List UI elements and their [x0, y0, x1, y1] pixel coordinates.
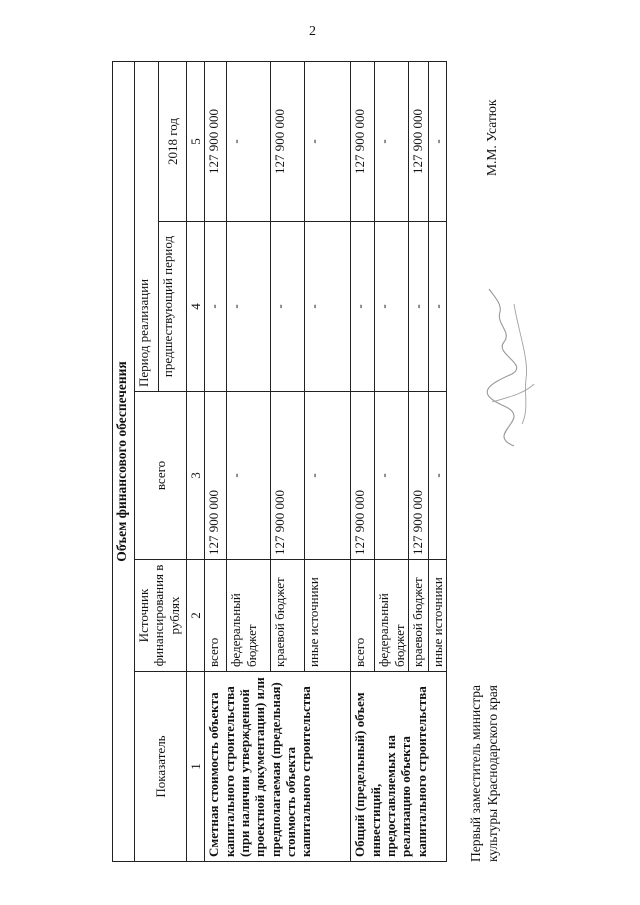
total-cell: -	[227, 392, 271, 560]
source-cell: иные источники	[305, 560, 351, 672]
year-cell: 127 900 000	[351, 61, 375, 221]
column-number: 5	[187, 61, 205, 221]
source-cell: краевой бюджет	[271, 560, 305, 672]
year-cell: -	[305, 61, 351, 221]
year-cell: 127 900 000	[205, 61, 227, 221]
year-cell: -	[375, 61, 409, 221]
total-cell: 127 900 000	[408, 392, 428, 560]
total-cell: 127 900 000	[205, 392, 227, 560]
total-cell: 127 900 000	[351, 392, 375, 560]
indicator-cell: Общий (предельный) объем инвестиций, предоставляемых на реализацию объекта капитального строительства	[351, 672, 447, 862]
column-number: 1	[187, 672, 205, 862]
previous-cell: -	[227, 222, 271, 392]
year-cell: -	[227, 61, 271, 221]
column-number: 2	[187, 560, 205, 672]
financing-table	[112, 61, 447, 862]
table-title: Объем финансового обеспечения	[113, 61, 135, 861]
source-cell: всего	[205, 560, 227, 672]
rotated-document	[112, 62, 532, 862]
position-line-1: Первый заместитель министра	[468, 684, 483, 862]
total-cell: 127 900 000	[271, 392, 305, 560]
position-line-2: культуры Краснодарского края	[484, 685, 500, 862]
previous-cell: -	[271, 222, 305, 392]
previous-cell: -	[408, 222, 428, 392]
handwritten-signature	[474, 284, 544, 454]
total-cell: -	[305, 392, 351, 560]
signatory-position	[468, 685, 502, 862]
indicator-cell: Сметная стоимость объекта капитального строительства (при наличии утвержденной проектной документации) или предполагаемая (предельная) стоимость объекта капитального строительства	[205, 672, 351, 862]
header-indicator: Показатель	[135, 672, 187, 862]
total-cell: -	[428, 392, 446, 560]
source-cell: иные источники	[428, 560, 446, 672]
signatory-name: М.М. Усатюк	[484, 99, 499, 176]
header-previous-period: предшествующий период	[159, 222, 187, 392]
source-cell: федеральный бюджет	[375, 560, 409, 672]
header-year: 2018 год	[159, 61, 187, 221]
header-total: всего	[135, 392, 187, 560]
column-number: 4	[187, 222, 205, 392]
source-cell: краевой бюджет	[408, 560, 428, 672]
year-cell: 127 900 000	[271, 61, 305, 221]
column-number: 3	[187, 392, 205, 560]
source-cell: всего	[351, 560, 375, 672]
previous-cell: -	[428, 222, 446, 392]
year-cell: -	[428, 61, 446, 221]
page-number: 2	[309, 24, 316, 39]
header-period: Период реализации	[135, 61, 159, 391]
previous-cell: -	[205, 222, 227, 392]
previous-cell: -	[375, 222, 409, 392]
source-cell: федеральный бюджет	[227, 560, 271, 672]
previous-cell: -	[351, 222, 375, 392]
year-cell: 127 900 000	[408, 61, 428, 221]
header-source: Источник финансирования в рублях	[135, 560, 187, 672]
total-cell: -	[375, 392, 409, 560]
previous-cell: -	[305, 222, 351, 392]
